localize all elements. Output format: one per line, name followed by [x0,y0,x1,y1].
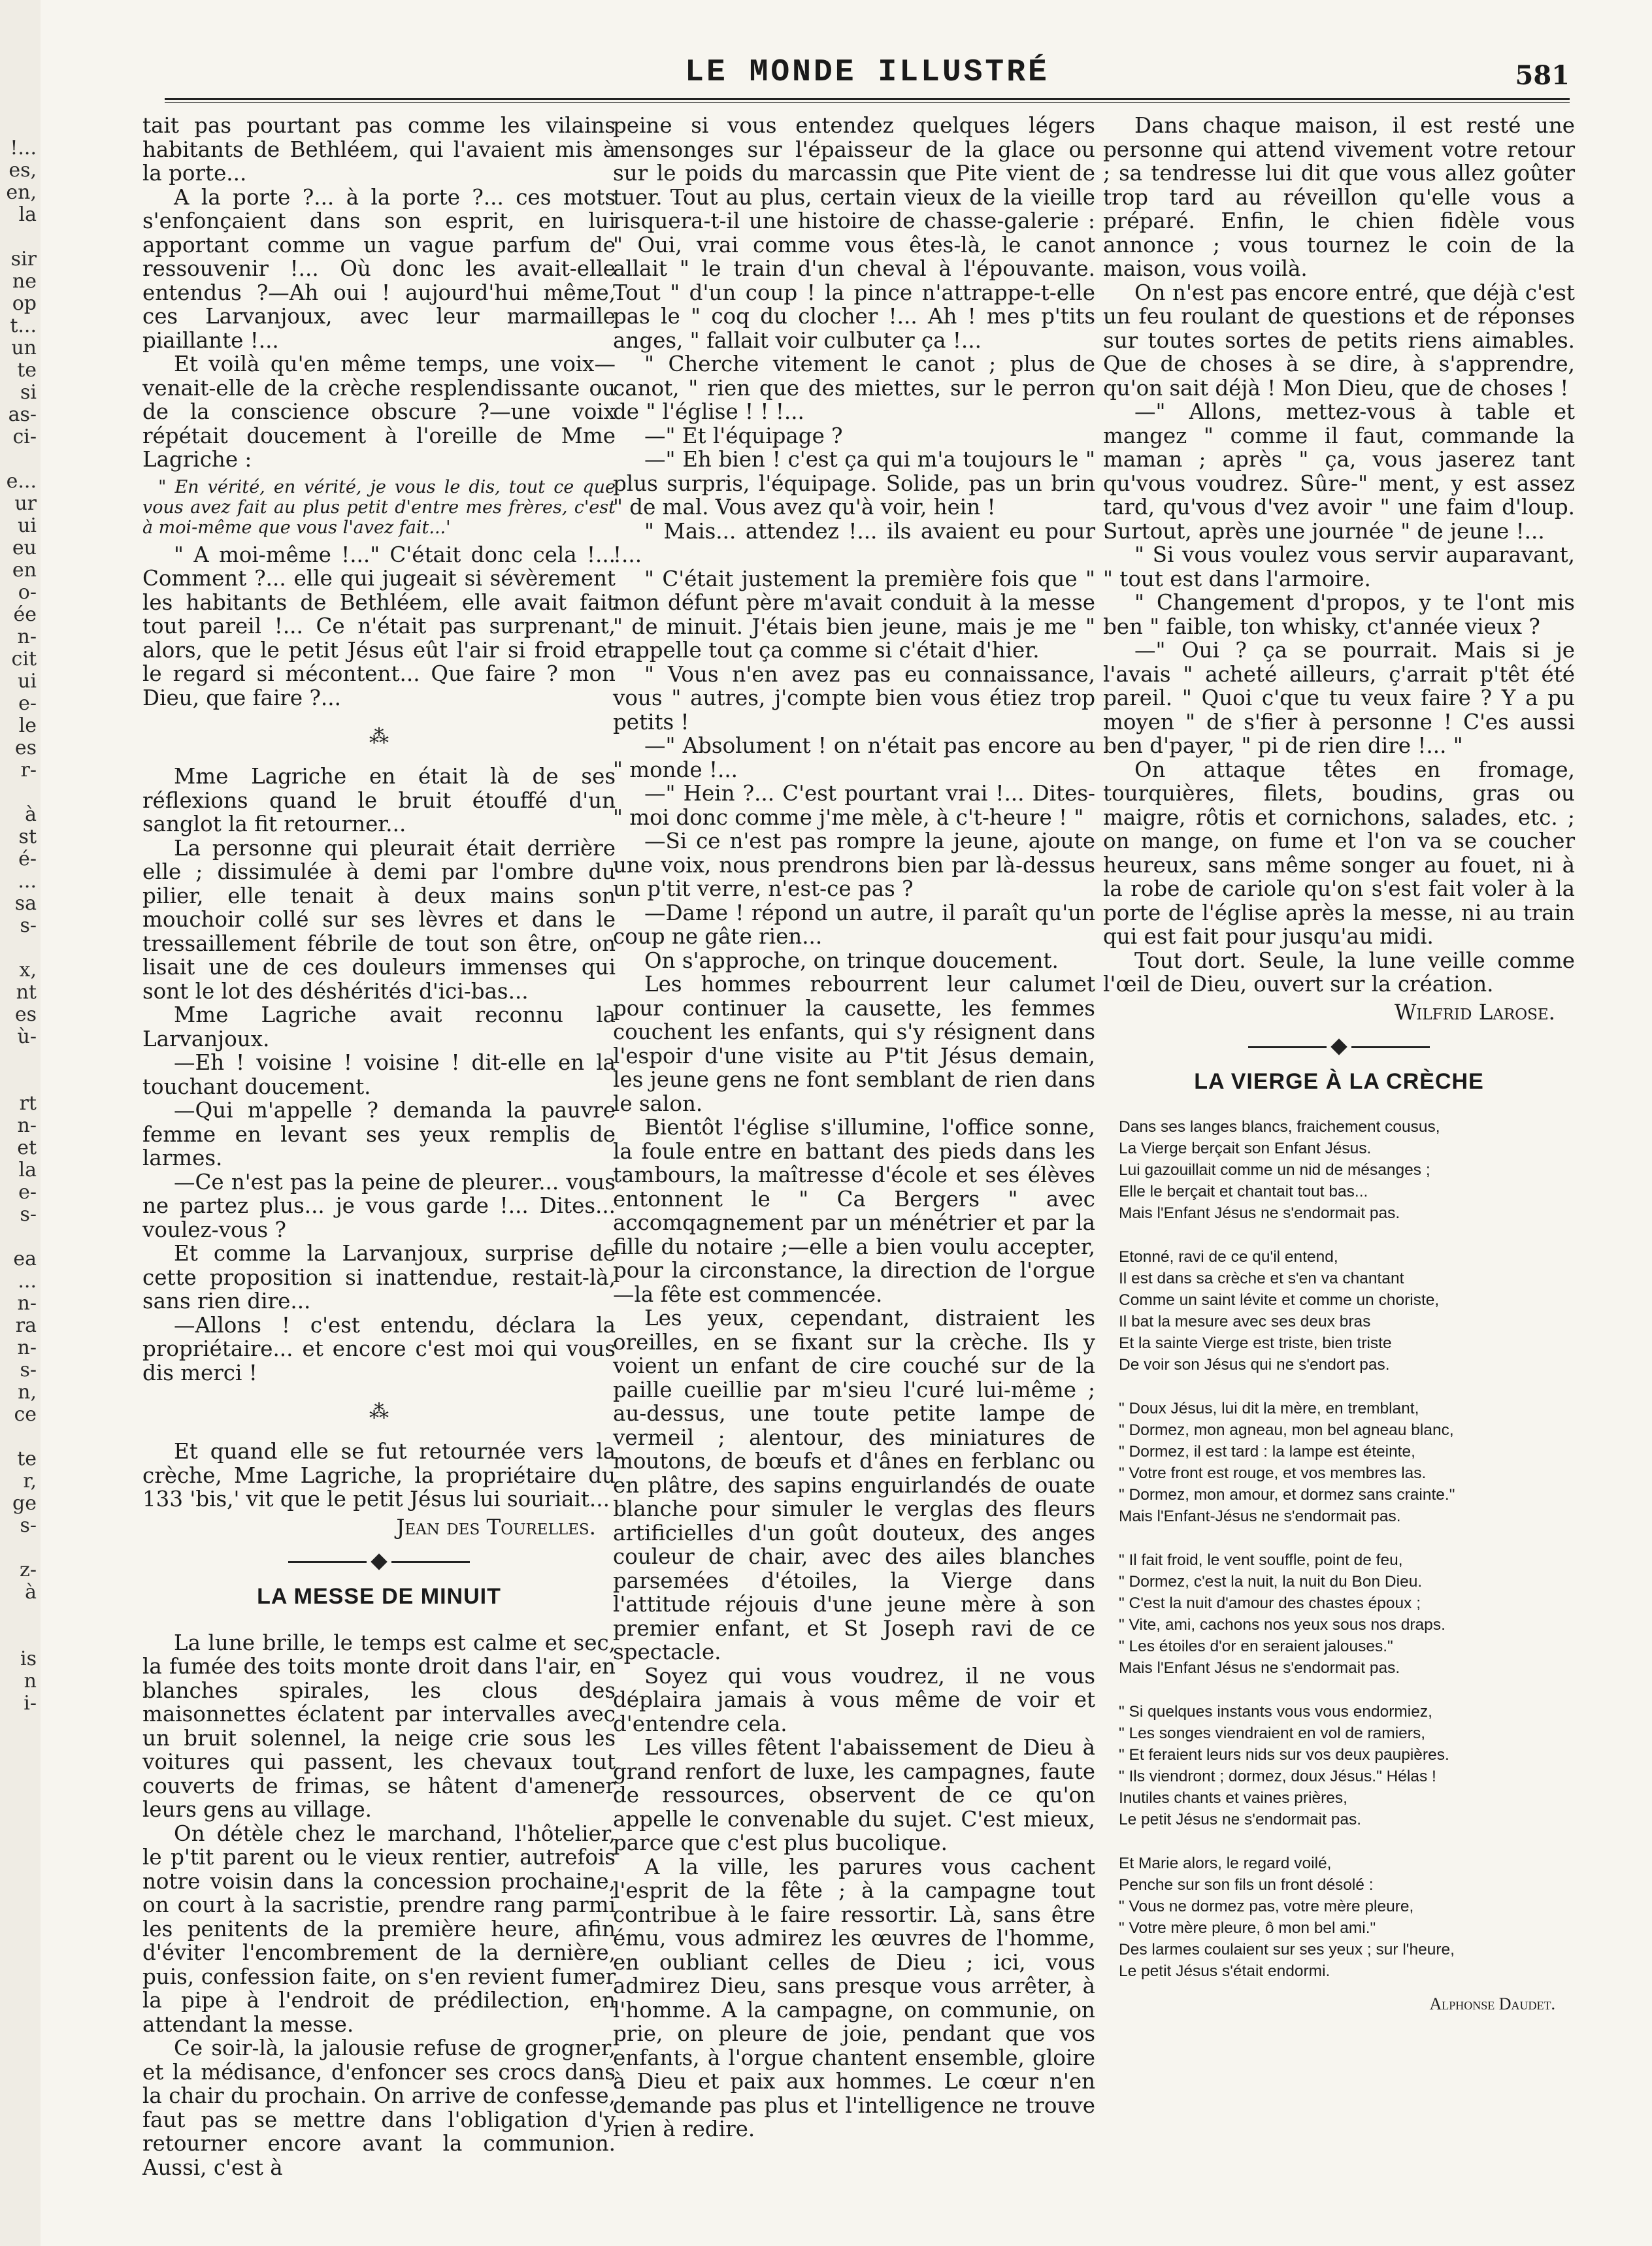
adjacent-page-fragment: e- [18,692,37,715]
paragraph: On détèle chez le marchand, l'hôtelier, le p'tit parent ou le vieux rentier, autrefois notre voisin dans la concession prochaine, on court à la sacristie, prendre rang parmi les penitents de la première heure, afin d'éviter l'encombrement de la dernière, puis, confession faite, on s'en revient fumer la pipe à l'endroit de prédilection, en attendant la messe. [142,1821,616,2037]
paragraph: —Ce n'est pas la peine de pleurer... vous ne partez plus... je vous garde !... Dites... voulez-vous ? [142,1169,616,1242]
poem-line: Il est dans sa crèche et s'en va chantant [1119,1269,1404,1287]
paragraph: Ce soir-là, la jalousie refuse de grogner, et la médisance, d'enfoncer ses crocs dans la chair du prochain. On arrive de confesse, faut pas se mettre dans l'obligation d'y retourner encore avant la communion. Aussi, c'est à [142,2036,616,2180]
poem-line: " Dormez, mon agneau, mon bel agneau blanc, [1119,1421,1454,1439]
adjacent-page-fragment: n, [18,1381,37,1404]
paragraph: " C'était justement la première fois que " mon défunt père m'avait conduit à la messe " de minuit. J'étais bien jeune, mais je me " rappelle tout ça comme si c'était d'hier. [613,566,1095,663]
paragraph: Et comme la Larvanjoux, surprise de cette proposition si inattendue, restait-là, sans rien dire... [142,1241,616,1313]
paragraph: —" Eh bien ! c'est ça qui m'a toujours le " plus surpris, l'équipage. Solide, pas un brin " de mal. Vous avez qu'à voir, hein ! [613,447,1095,520]
paragraph: peine si vous entendez quelques légers mensonges sur l'épaisseur de la glace ou sur le poids du marcassin que Pite vient de tuer. Tout au plus, certain vieux de la vieille risquera-t-il une histoire de chasse-galerie : " Oui, vrai comme vous êtes-là, le canot allait " le train d'un cheval à l'épouvante. Tout " d'un coup ! la pince n'attrappe-t-elle pas le " coq du clocher !... Ah ! mes p'tits anges, " fallait voir culbuter ça !... [613,113,1095,353]
adjacent-page-fragment: es, [8,159,37,182]
adjacent-page-fragment: is [20,1647,37,1670]
poem-stanza [1119,1116,1575,1224]
paragraph: —Qui m'appelle ? demanda la pauvre femme en levant ses yeux remplis de larmes. [142,1098,616,1170]
paragraph: Les villes fêtent l'abaissement de Dieu à grand renfort de luxe, les campagnes, faute de ressources, observent de ce qu'on appelle le convenable du sujet. C'est mieux, parce que c'est plus bucolique. [613,1735,1095,1855]
poem-stanza [1119,1701,1575,1830]
adjacent-page-fragment: o- [18,581,37,604]
paragraph: Mme Lagriche en était là de ses réflexions quand le bruit étouffé d'un sanglot la fit retourner... [142,764,616,836]
adjacent-page-fragment: ra [15,1314,37,1337]
publication-title: LE MONDE ILLUSTRÉ [685,55,1049,90]
poem-line: Et Marie alors, le regard voilé, [1119,1854,1332,1872]
poem-line: Mais l'Enfant Jésus ne s'endormait pas. [1119,1204,1400,1222]
adjacent-page-fragment [6,1070,37,1093]
poem-line: Le petit Jésus s'était endormi. [1119,1962,1330,1980]
paragraph: On s'approche, on trinque doucement. [644,948,1059,973]
adjacent-page-fragment: n- [17,1292,37,1315]
paragraph: " Vous n'en avez pas eu connaissance, vous " autres, j'compte bien vous étiez trop petits ! [613,661,1095,735]
poem-line: " Doux Jésus, lui dit la mère, en tremblant, [1119,1399,1419,1417]
adjacent-page-fragment: ce [14,1403,37,1426]
adjacent-page-fragment: s- [20,1359,37,1381]
adjacent-page-fragment: en [12,559,37,582]
adjacent-page-fragment: ui [18,670,37,693]
paragraph: " Changement d'propos, y te l'ont mis ben " faible, ton whisky, ct'année vieux ? [1103,590,1575,639]
adjacent-page-fragment: ù- [17,1025,37,1048]
poem-line: De voir son Jésus qui ne s'endort pas. [1119,1355,1390,1374]
poem-line: Penche sur son fils un front désolé : [1119,1875,1374,1894]
poem-line: " Votre mère pleure, ô mon bel ami." [1119,1919,1376,1937]
poem-line: Le petit Jésus ne s'endormait pas. [1119,1810,1362,1828]
paragraph: La personne qui pleurait était derrière elle ; dissimulée à demi par l'ombre du pilier, elle tenait à deux mains son mouchoir collé sur ses lèvres et dans le tressaillement fébrile de tout son être, on lisait une de ces douleurs immenses qui sont le lot des déshérités d'ici-bas... [142,835,616,1004]
adjacent-page-fragment: à [25,803,37,826]
paragraph: —" Et l'équipage ? [644,423,843,448]
poem-line: Et la sainte Vierge est triste, bien triste [1119,1334,1392,1352]
header-rule [165,98,1570,103]
paragraph: —" Oui ? ça se pourrait. Mais si je l'avais " acheté ailleurs, ç'arrait p'têt été pareil. " Quoi c'que tu veux faire ? Y a pu moyen " de s'fier à personne ! C'es aussi ben d'payer, " pi de rien dire !... " [1103,638,1575,758]
paragraph: " Si vous voulez vous servir auparavant, " tout est dans l'armoire. [1103,542,1575,591]
poem-line: " Ils viendront ; dormez, doux Jésus." Hélas ! [1119,1767,1436,1785]
adjacent-page-fragment: e- [18,1181,37,1204]
column-1 [142,114,616,2179]
page-header [165,50,1570,102]
poem-line: Mais l'Enfant Jésus ne s'endormait pas. [1119,1659,1400,1677]
adjacent-page-fragment: es [14,736,37,759]
ornament-divider [142,1556,616,1568]
paragraph: On attaque têtes en fromage, tourquières, filets, boudins, gras ou maigre, rôtis et cornichons, salades, etc. ; on mange, on fume et l'on va se coucher heureux, sans même songer au fouet, ni à la robe de cariole qu'on s'est fait voler à la porte de l'église après la messe, ni au train qui est fait pour jusqu'au midi. [1103,757,1575,949]
paragraph: Bientôt l'église s'illumine, l'office sonne, la foule entre en battant des pieds dans les tambours, la maîtresse d'école et ses élèves entonnent le " Ca Bergers " avec accomqagnement par un ménétrier et par la fille du notaire ;—elle a bien voulu accepter, pour la circonstance, la direction de l'orgue—la fête est commencée. [613,1115,1095,1307]
adjacent-page-fragment: la [18,1159,37,1181]
adjacent-page-fragment: ... [18,1270,37,1293]
poem-line: " Dormez, il est tard : la lampe est éteinte, [1119,1442,1415,1461]
adjacent-page-fragment: op [12,292,37,315]
diamond-ornament-icon [371,1553,387,1570]
adjacent-page-fragment: r, [23,1470,37,1493]
adjacent-page-fragment: ... [18,870,37,893]
adjacent-page-fragment: ur [14,492,37,515]
adjacent-page-fragment: eu [12,537,37,559]
divider-line [391,1561,470,1563]
section-title: LA VIERGE À LA CRÈCHE [1194,1069,1484,1094]
page-number: 581 [1515,60,1570,91]
poem-line: " Vous ne dormez pas, votre mère pleure, [1119,1897,1414,1915]
paragraph: —" Allons, mettez-vous à table et mangez " comme il faut, commande la maman ; après " ça, vous jaserez tant qu'vous voudrez. Sûre-" ment, y est assez tard, qu'vous d'vez avoir " une faim d'loup. Surtout, après une journée " de jeune !... [1103,399,1575,544]
section-title: LA MESSE DE MINUIT [257,1584,501,1609]
author-signature: Wilfrid Larose. [1394,999,1555,1025]
author-signature: Jean des Tourelles. [396,1514,596,1540]
paragraph: —Dame ! répond un autre, il paraît qu'un coup ne gâte rien... [613,900,1095,949]
adjacent-page-fragment [6,1426,37,1448]
poem-line: Elle le berçait et chantait tout bas... [1119,1182,1368,1200]
diamond-ornament-icon [1330,1038,1347,1055]
section-break-asterism: ⁂ [369,1400,389,1423]
adjacent-page-fragment: un [11,337,37,359]
adjacent-page-fragment: é- [18,848,37,870]
adjacent-page-fragment [6,1626,37,1648]
poem-line: Il bat la mesure avec ses deux bras [1119,1312,1371,1330]
poem [1103,1116,1575,1982]
paragraph: A la porte ?... à la porte ?... ces mots s'enfonçaient dans son esprit, en lui apportant comme un vague parfum de ressouvenir !... Où donc les avait-elle entendus ?—Ah oui ! aujourd'hui même, ces Larvanjoux, avec leur marmaille piaillante !... [142,184,616,353]
paragraph: On n'est pas encore entré, que déjà c'est un feu roulant de questions et de réponses sur toutes sortes de petits riens aimables. Que de choses à se dire, à s'apprendre, qu'on sait déjà ! Mon Dieu, que de choses ! [1103,280,1575,401]
poem-stanza [1119,1398,1575,1527]
adjacent-page-fragment: n [24,1670,37,1693]
adjacent-page-fragment [6,1604,37,1626]
paragraph: La lune brille, le temps est calme et sec, la fumée des toits monte droit dans l'air, en blanches spirales, les clous des maisonnettes éclatent par intervalles avec un bruit solennel, la neige crie sous les voitures qui passent, les chevaux tout couverts de frimas, se hâtent d'amener leurs gens au village. [142,1630,616,1822]
poem-line: Etonné, ravi de ce qu'il entend, [1119,1247,1338,1266]
poem-author-signature: Alphonse Daudet. [1429,1994,1555,2013]
adjacent-page-fragments [6,137,37,1715]
paragraph: " Cherche vitement le canot ; plus de canot, " rien que des miettes, sur le perron de " l'église ! ! !... [613,352,1095,424]
adjacent-page-fragment: n- [17,1336,37,1359]
paragraph: " Mais... attendez !... ils avaient eu pour !... [613,518,1095,567]
adjacent-page-fragment: sa [14,892,37,915]
adjacent-page-fragment: ci- [12,425,37,448]
adjacent-page-fragment: !... [10,137,37,159]
adjacent-page-fragment: s- [20,914,37,937]
adjacent-page-fragment [6,1048,37,1070]
adjacent-page-fragment: ea [13,1247,37,1270]
paragraph: Soyez qui vous voudrez, il ne vous déplaira jamais à vous même de voir et d'entendre cela. [613,1663,1095,1736]
adjacent-page-fragment: la [18,203,37,226]
paragraph: Et voilà qu'en même temps, une voix—venait-elle de la crèche resplendissante ou de la conscience obscure ?—une voix répétait doucement à l'oreille de Mme Lagriche : [142,352,616,472]
adjacent-page-fragment: s- [20,1514,37,1537]
adjacent-page-fragment: en, [6,181,37,204]
adjacent-page-fragment: es [14,1003,37,1026]
paragraph: tait pas pourtant pas comme les vilains habitants de Bethléem, qui l'avaient mis à la porte... [142,113,616,186]
poem-line: " Les songes viendraient en vol de ramiers, [1119,1724,1426,1742]
adjacent-page-fragment: i- [24,1692,37,1715]
paragraph: Les yeux, cependant, distraient les oreilles, en se fixant sur la crèche. Ils y voient un enfant de cire couché sur de la paille cueillie par m'sieu l'curé lui-même ; au-dessus, une toute petite lampe de vermeil ; alentour, des miniatures de moutons, de bœufs et d'ânes en ferblanc ou en plâtre, des sapins enguirlandés de ouate blanche pour simuler le verglas des fleurs artificielles d'un goût douteux, des anges couleur de chair, avec des ailes blanches parsemées d'étoiles, la Vierge dans l'attitude réjouis d'une jeune mère à son premier enfant, et St Joseph ravi de ce spectacle. [613,1306,1095,1664]
paragraph: " A moi-même !..." C'était donc cela !... Comment ?... elle qui jugeait si sévèrement les habitants de Bethléem, elle avait fait tout pareil !... Ce n'était pas surprenant, alors, que le petit Jésus eût l'air si froid et le regard si mécontent... Que faire ? mon Dieu, que faire ?... [142,542,616,710]
paragraph: Les hommes rebourrent leur calumet pour continuer la causette, les femmes couchent les enfants, qui s'y résignent dans l'espoir d'une visite au P'tit Jésus demain, les jeune gens ne font semblant de rien dans le salon. [613,972,1095,1116]
scripture-quote: " En vérité, en vérité, je vous le dis, tout ce que vous avez fait au plus petit d'entre mes frères, c'est à moi-même que vous l'avez fait...' [142,476,616,538]
poem-line: " Si quelques instants vous vous endormiez, [1119,1702,1432,1721]
paragraph: Et quand elle se fut retournée vers la crèche, Mme Lagriche, la propriétaire du 133 'bis,' vit que le petit Jésus lui souriait... [142,1439,616,1511]
adjacent-page-fragment: st [18,825,37,848]
poem-stanza [1119,1853,1575,1982]
poem-line: " Et feraient leurs nids sur vos deux paupières. [1119,1745,1449,1764]
adjacent-page-fragment: x, [19,959,37,982]
paragraph: Dans chaque maison, il est resté une personne qui attend vivement votre retour ; sa tendresse lui dit que vous allez goûter trop tard au réveillon qu'elle vous a préparé. Enfin, le chien fidèle vous annonce ; vous tournez le coin de la maison, vous voilà. [1103,113,1575,281]
adjacent-page-fragment: as- [8,403,37,426]
poem-line: La Vierge berçait son Enfant Jésus. [1119,1139,1372,1157]
adjacent-page-fragment: s- [20,1203,37,1226]
adjacent-page-fragment: r- [20,759,37,782]
poem-stanza [1119,1246,1575,1376]
adjacent-page-fragment: rt [19,1092,37,1115]
poem-line: " Votre front est rouge, et vos membres las. [1119,1464,1427,1482]
adjacent-page-fragment: e... [6,470,37,493]
paragraph: —Si ce n'est pas rompre la jeune, ajoute une voix, nous prendrons bien par là-dessus un p'tit verre, n'est-ce pas ? [613,829,1095,901]
adjacent-page-fragment: te [17,1447,37,1470]
divider-line [1248,1046,1327,1048]
poem-line: Comme un saint lévite et comme un choriste, [1119,1291,1440,1309]
adjacent-page-fragment: n- [17,625,37,648]
column-3 [1103,114,1575,2016]
poem-line: " Les étoiles d'or en seraient jalouses." [1119,1637,1393,1655]
adjacent-page-fragment: et [17,1136,37,1159]
adjacent-page-fragment: cit [11,648,37,670]
adjacent-page-fragment: ui [18,514,37,537]
adjacent-page-fragment: te [17,359,37,382]
poem-line: " Il fait froid, le vent souffle, point de feu, [1119,1551,1403,1569]
paragraph: Mme Lagriche avait reconnu la Larvanjoux. [142,1002,616,1051]
paragraph: —Allons ! c'est entendu, déclara la propriétaire... et encore c'est moi qui vous dis merci ! [142,1312,616,1385]
column-2 [613,114,1095,2141]
poem-line: Inutiles chants et vaines prières, [1119,1789,1347,1807]
adjacent-page-fragment: n- [17,1114,37,1137]
adjacent-page-fragment: si [20,381,37,404]
poem-line: Des larmes coulaient sur ses yeux ; sur l'heure, [1119,1940,1455,1958]
paragraph: A la ville, les parures vous cachent l'esprit de la fête ; à la campagne tout contribue à le faire ressortir. Là, sans être ému, vous admirez les œuvres de l'homme, en oubliant celles de Dieu ; ici, vous admirez Dieu, sans presque vous arrêter, à l'homme. A la campagne, on communie, on prie, on pleure de joie, pendant que vos enfants, à l'orgue chantent ensemble, gloire à Dieu et paix aux hommes. Le cœur n'en demande pas plus et l'intelligence ne trouve rien à redire. [613,1854,1095,2141]
paragraph: Tout dort. Seule, la lune veille comme l'œil de Dieu, ouvert sur la création. [1103,948,1575,997]
poem-line: " C'est la nuit d'amour des chastes époux ; [1119,1594,1421,1612]
adjacent-page-strip [0,0,41,2246]
adjacent-page-fragment [6,226,37,248]
adjacent-page-fragment: ge [12,1492,37,1515]
adjacent-page-fragment [6,1537,37,1559]
section-break-asterism: ⁂ [369,725,389,748]
poem-stanza [1119,1549,1575,1679]
paragraph: —Eh ! voisine ! voisine ! dit-elle en la touchant doucement. [142,1050,616,1099]
adjacent-page-fragment: z- [20,1559,37,1581]
adjacent-page-fragment: nt [16,981,37,1004]
adjacent-page-fragment [6,448,37,471]
adjacent-page-fragment: sir [10,248,37,271]
adjacent-page-fragment: à [25,1581,37,1604]
adjacent-page-fragment: le [18,714,37,737]
adjacent-page-fragment [6,937,37,959]
paragraph: —" Hein ?... C'est pourtant vrai !... Dites-" moi donc comme j'me mèle, à c't-heure ! " [613,781,1095,830]
poem-line: Dans ses langes blancs, fraichement cousus, [1119,1117,1440,1136]
poem-line: " Vite, ami, cachons nos yeux sous nos draps. [1119,1615,1446,1634]
poem-line: " Dormez, mon amour, et dormez sans crainte." [1119,1485,1455,1504]
adjacent-page-fragment: t... [10,314,37,337]
poem-line: Lui gazouillait comme un nid de mésanges ; [1119,1161,1430,1179]
adjacent-page-fragment [6,782,37,804]
poem-line: " Dormez, c'est la nuit, la nuit du Bon Dieu. [1119,1572,1423,1591]
adjacent-page-fragment: ne [12,270,37,293]
adjacent-page-fragment: ée [13,603,37,626]
poem-line: Mais l'Enfant-Jésus ne s'endormait pas. [1119,1507,1401,1525]
divider-line [1351,1046,1430,1048]
ornament-divider [1103,1041,1575,1053]
paragraph: —" Absolument ! on n'était pas encore au " monde !... [613,733,1095,782]
adjacent-page-fragment [6,1226,37,1248]
divider-line [288,1561,367,1563]
